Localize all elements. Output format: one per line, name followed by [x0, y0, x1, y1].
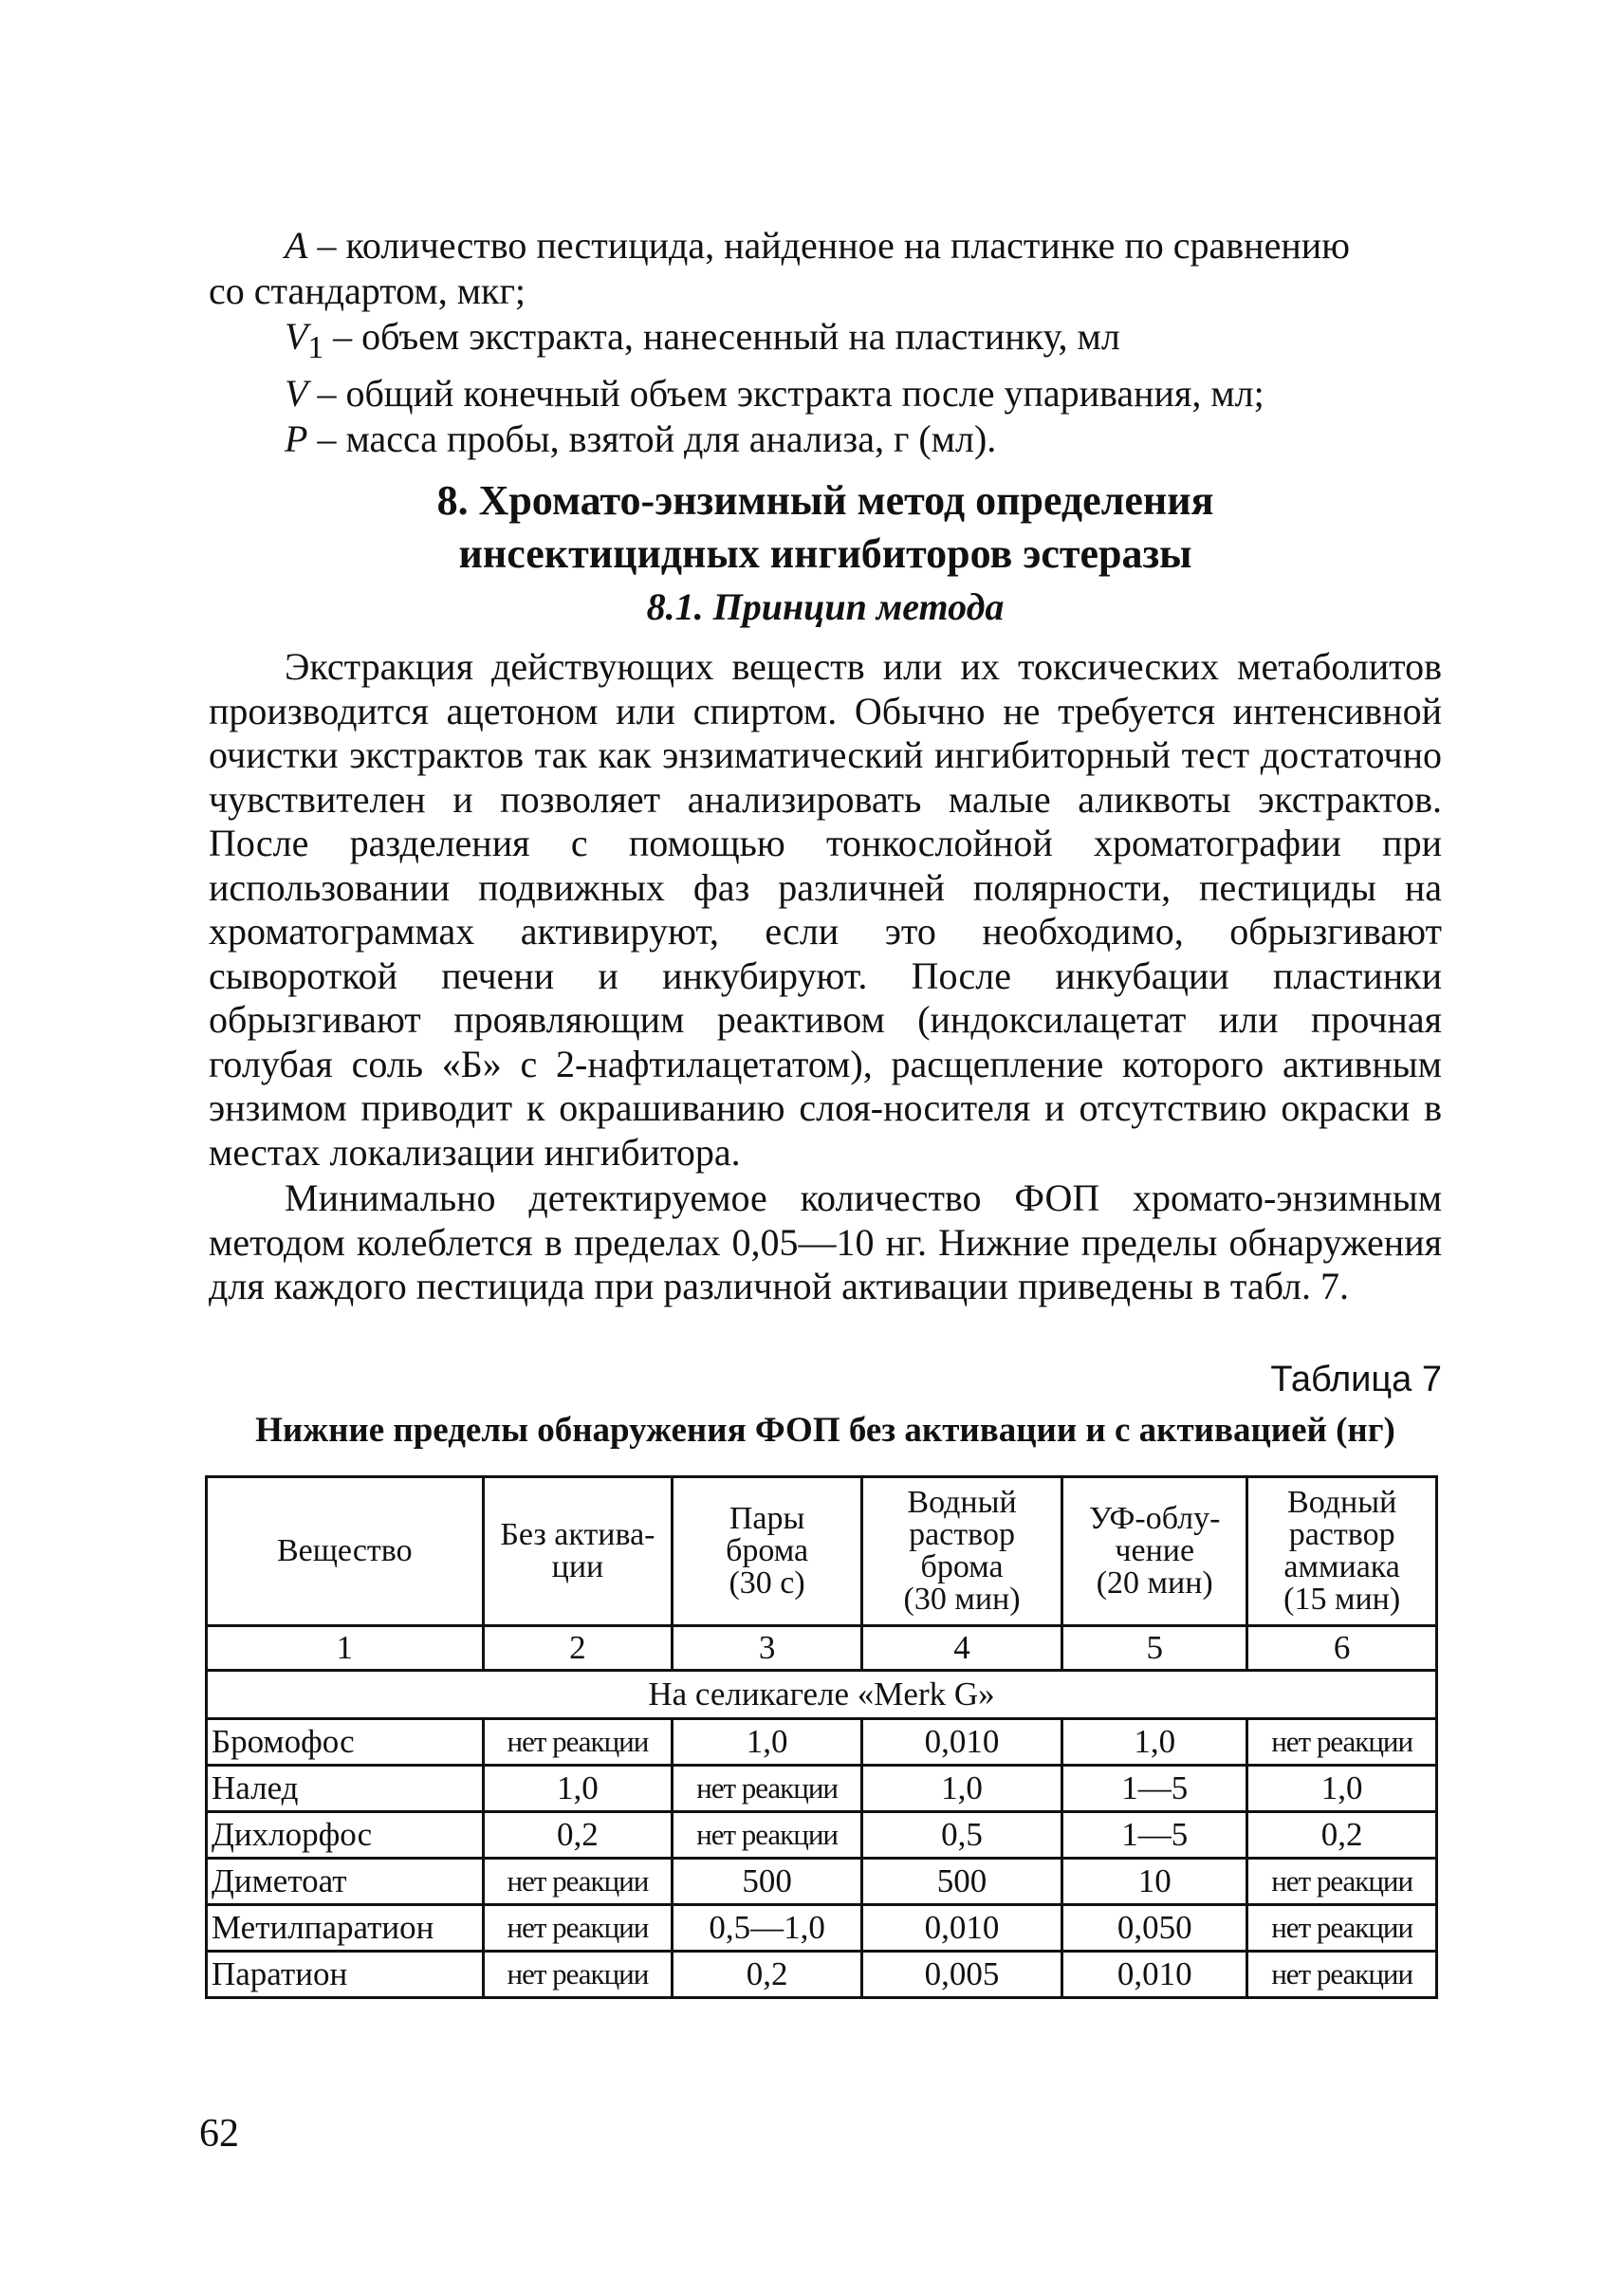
table-group-label: На селикагеле «Merk G»: [207, 1671, 1437, 1719]
table-row: [207, 1812, 1437, 1859]
table-title: Нижние пределы обнаружения ФОП без активации и с активацией (нг): [255, 1411, 1395, 1450]
detection-limits-table: [205, 1475, 1438, 1999]
symbol-v1-subscript: 1: [307, 330, 324, 365]
value-cell: нет реакции: [1247, 1719, 1437, 1766]
header-line: Водный: [907, 1485, 1017, 1520]
value-cell: 1,0: [1247, 1766, 1437, 1812]
section-heading-line1: 8. Хромато-энзимный метод определения: [436, 477, 1214, 524]
header-uv-irradiation: [1062, 1477, 1247, 1626]
value-cell: нет реакции: [1247, 1859, 1437, 1905]
value-cell: нет реакции: [483, 1719, 673, 1766]
value-cell: 0,010: [861, 1719, 1061, 1766]
value-cell: нет реакции: [673, 1812, 862, 1859]
definition-p-text: – масса пробы, взятой для анализа, г (мл).: [307, 417, 997, 460]
value-cell: 0,5—1,0: [673, 1905, 862, 1952]
value-cell: нет реакции: [1247, 1952, 1437, 1998]
value-cell: 1,0: [861, 1766, 1061, 1812]
header-line: чение: [1115, 1533, 1195, 1568]
value-cell: 0,005: [861, 1952, 1061, 1998]
header-line: раствор: [909, 1517, 1015, 1552]
header-substance-line: Вещество: [276, 1533, 413, 1568]
column-number: 3: [673, 1626, 862, 1671]
header-bromine-vapor: [673, 1477, 862, 1626]
value-cell: нет реакции: [483, 1859, 673, 1905]
definition-v: [209, 371, 1442, 417]
definition-p: [209, 417, 1442, 462]
page-number: 62: [199, 2112, 239, 2156]
header-substance: [207, 1477, 484, 1626]
value-cell: 1,0: [483, 1766, 673, 1812]
column-number: 6: [1247, 1626, 1437, 1671]
substance-name-cell: Паратион: [207, 1952, 484, 1998]
header-line: (30 мин): [903, 1582, 1021, 1617]
value-cell: 0,2: [1247, 1812, 1437, 1859]
section-heading-line2: инсектицидных ингибиторов эстеразы: [458, 530, 1192, 577]
header-line: (20 мин): [1096, 1565, 1213, 1601]
substance-name-cell: Дихлорфос: [207, 1812, 484, 1859]
value-cell: нет реакции: [483, 1952, 673, 1998]
definition-a: [209, 223, 1442, 268]
value-cell: 0,050: [1062, 1905, 1247, 1952]
header-line: (15 мин): [1283, 1582, 1401, 1617]
value-cell: 500: [861, 1859, 1061, 1905]
header-line: аммиака: [1283, 1549, 1400, 1584]
value-cell: 0,5: [861, 1812, 1061, 1859]
header-line: УФ-облу-: [1089, 1501, 1221, 1536]
value-cell: 500: [673, 1859, 862, 1905]
definition-a-text: – количество пестицида, найденное на пластинке по сравнению: [307, 224, 1351, 267]
symbol-p: P: [285, 417, 308, 460]
paragraph-detection-limit: Минимально детектируемое количество ФОП хромато-энзимным методом колеблется в пределах 0,05—10 нг. Нижние пределы обнаружения для каждого пестицида при различной активации приведены в табл. 7.: [209, 1176, 1442, 1307]
paragraph-principle: Экстракция действующих веществ или их токсических метаболитов производится ацетоном или спиртом. Обычно не требуется интенсивной очистки экстрактов так как энзиматический ингибиторный тест достаточно чувствителен и позволяет анализировать малые аликвоты экстрактов. После разделения с помощью тонкослойной хроматографии при использовании подвижных фаз различней полярности, пестициды на хроматограммах активируют, если это необходимо, обрызгивают сывороткой печени и инкубируют. После инкубации пластинки обрызгивают проявляющим реактивом (индоксилацетат или прочная голубая соль «Б» с 2-нафтилацетатом), расщепление которого активным энзимом приводит к окрашиванию слоя-носителя и отсутствию окраски в местах локализации ингибитора.: [209, 645, 1442, 1174]
header-line: брома: [726, 1533, 809, 1568]
variable-definitions: [209, 223, 1442, 462]
header-line: брома: [920, 1549, 1004, 1584]
substance-name-cell: Диметоат: [207, 1859, 484, 1905]
column-number: 2: [483, 1626, 673, 1671]
value-cell: 1,0: [1062, 1719, 1247, 1766]
substance-name-cell: Налед: [207, 1766, 484, 1812]
header-ammonia-solution: [1247, 1477, 1437, 1626]
definition-v1: [209, 314, 1442, 371]
header-bromine-solution: [861, 1477, 1061, 1626]
column-number: 5: [1062, 1626, 1247, 1671]
value-cell: 0,010: [1062, 1952, 1247, 1998]
table-header-row: [207, 1477, 1437, 1626]
value-cell: 1—5: [1062, 1812, 1247, 1859]
value-cell: 0,2: [483, 1812, 673, 1859]
table-label: Таблица 7: [1270, 1360, 1442, 1399]
table-body: [207, 1719, 1437, 1998]
table-row: [207, 1766, 1437, 1812]
value-cell: нет реакции: [1247, 1905, 1437, 1952]
column-number: 1: [207, 1626, 484, 1671]
symbol-v: V: [285, 372, 308, 415]
column-number: 4: [861, 1626, 1061, 1671]
symbol-a: A: [285, 224, 308, 267]
table-row: [207, 1859, 1437, 1905]
value-cell: 1,0: [673, 1719, 862, 1766]
definition-a-continued-text: со стандартом, мкг;: [209, 269, 526, 312]
value-cell: 0,010: [861, 1905, 1061, 1952]
header-no-activation: [483, 1477, 673, 1626]
value-cell: 1—5: [1062, 1766, 1247, 1812]
substance-name-cell: Бромофос: [207, 1719, 484, 1766]
column-number-row: [207, 1626, 1437, 1671]
header-line: ции: [551, 1549, 604, 1584]
symbol-v1: V: [285, 315, 308, 358]
value-cell: 10: [1062, 1859, 1247, 1905]
definition-v1-text: – объем экстракта, нанесенный на пластинку, мл: [323, 315, 1120, 358]
substance-name-cell: Метилпаратион: [207, 1905, 484, 1952]
header-line: (30 с): [729, 1565, 805, 1601]
value-cell: нет реакции: [483, 1905, 673, 1952]
value-cell: 0,2: [673, 1952, 862, 1998]
header-line: Без актива-: [500, 1517, 655, 1552]
definition-a-continued: [209, 268, 1442, 314]
definition-v-text: – общий конечный объем экстракта после упаривания, мл;: [307, 372, 1264, 415]
header-line: Пары: [729, 1501, 805, 1536]
table-row: [207, 1905, 1437, 1952]
value-cell: нет реакции: [673, 1766, 862, 1812]
table-row: [207, 1952, 1437, 1998]
subsection-heading: 8.1. Принцип метода: [646, 585, 1005, 628]
table-row: [207, 1719, 1437, 1766]
section-heading: [209, 474, 1442, 581]
header-line: раствор: [1288, 1517, 1395, 1552]
header-line: Водный: [1287, 1485, 1397, 1520]
table-group-row: [207, 1671, 1437, 1719]
